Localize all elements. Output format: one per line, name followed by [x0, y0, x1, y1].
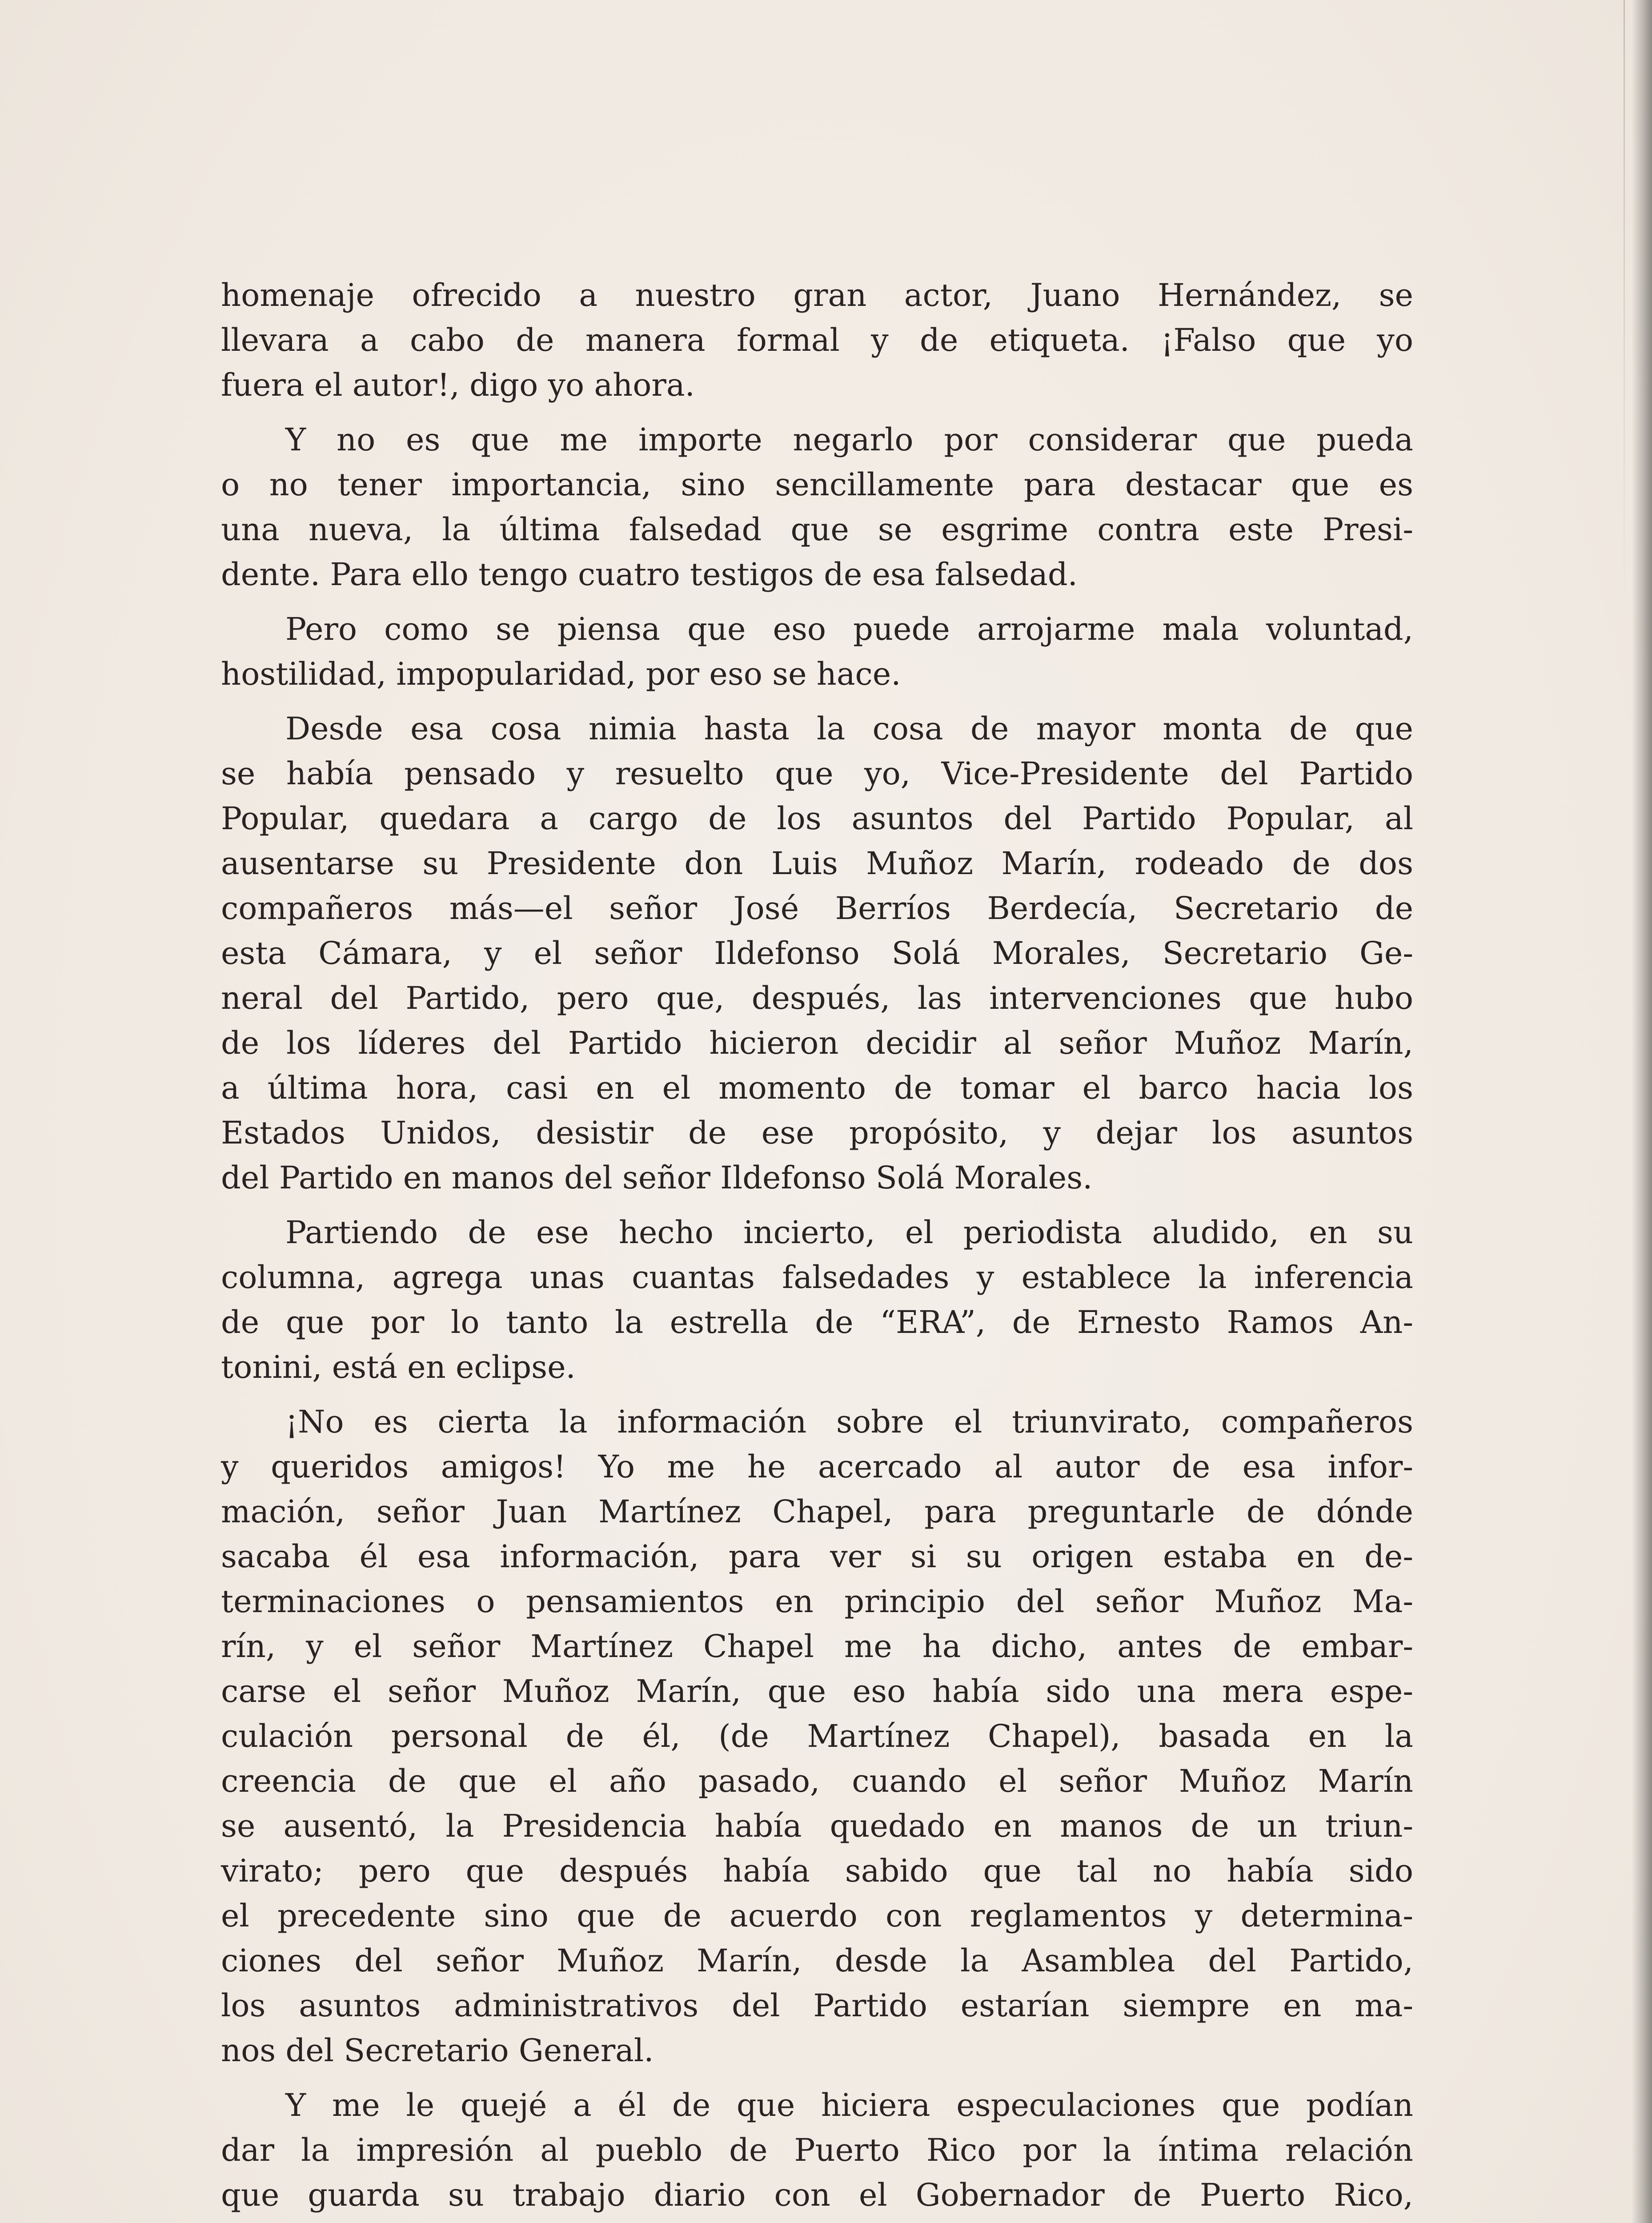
- paragraph: [221, 417, 1413, 597]
- text-line: Y no es que me importe negarlo por considerar que pueda: [285, 421, 1413, 458]
- body-text: [221, 273, 1413, 2218]
- text-line: tonini, está en eclipse.: [221, 1349, 576, 1385]
- text-line: sacaba él esa información, para ver si su origen estaba en de-: [221, 1538, 1413, 1575]
- paragraph: [221, 607, 1413, 697]
- text-line: rín, y el señor Martínez Chapel me ha dicho, antes de embar-: [221, 1628, 1413, 1665]
- text-line: a última hora, casi en el momento de tomar el barco hacia los: [221, 1070, 1413, 1106]
- text-line: nos del Secretario General.: [221, 2032, 654, 2069]
- text-line: creencia de que el año pasado, cuando el señor Muñoz Marín: [221, 1763, 1413, 1799]
- text-line: virato; pero que después había sabido que tal no había sido: [221, 1853, 1413, 1889]
- text-line: el precedente sino que de acuerdo con reglamentos y determina-: [221, 1898, 1413, 1934]
- text-line: hostilidad, impopularidad, por eso se hace.: [221, 656, 901, 692]
- text-line: Partiendo de ese hecho incierto, el periodista aludido, en su: [285, 1214, 1413, 1251]
- text-line: terminaciones o pensamientos en principio del señor Muñoz Ma-: [221, 1583, 1413, 1620]
- text-line: fuera el autor!, digo yo ahora.: [221, 367, 695, 403]
- paragraph: [221, 2083, 1413, 2218]
- text-line: mación, señor Juan Martínez Chapel, para preguntarle de dónde: [221, 1493, 1413, 1530]
- text-line: llevara a cabo de manera formal y de etiqueta. ¡Falso que yo: [221, 322, 1413, 358]
- text-line: los asuntos administrativos del Partido estarían siempre en ma-: [221, 1987, 1413, 2024]
- text-line: carse el señor Muñoz Marín, que eso había sido una mera espe-: [221, 1673, 1413, 1709]
- paragraph: [221, 273, 1413, 408]
- scan-edge-line: [1624, 0, 1625, 622]
- text-line: ciones del señor Muñoz Marín, desde la Asamblea del Partido,: [221, 1942, 1413, 1979]
- text-line: o no tener importancia, sino sencillamente para destacar que es: [221, 466, 1413, 503]
- text-line: ¡No es cierta la información sobre el triunvirato, compañeros: [285, 1404, 1413, 1440]
- text-line: homenaje ofrecido a nuestro gran actor, Juano Hernández, se: [221, 277, 1413, 313]
- scan-edge-shadow: [1632, 0, 1652, 2223]
- text-line: de los líderes del Partido hicieron decidir al señor Muñoz Marín,: [221, 1025, 1413, 1061]
- text-line: Popular, quedara a cargo de los asuntos del Partido Popular, al: [221, 800, 1413, 837]
- text-line: neral del Partido, pero que, después, las intervenciones que hubo: [221, 980, 1413, 1016]
- text-line: columna, agrega unas cuantas falsedades y establece la inferencia: [221, 1259, 1413, 1296]
- paragraph: [221, 1210, 1413, 1390]
- text-line: culación personal de él, (de Martínez Chapel), basada en la: [221, 1718, 1413, 1754]
- text-line: esta Cámara, y el señor Ildefonso Solá Morales, Secretario Ge-: [221, 935, 1413, 971]
- text-line: y queridos amigos! Yo me he acercado al autor de esa infor-: [221, 1449, 1413, 1485]
- text-line: del Partido en manos del señor Ildefonso Solá Morales.: [221, 1160, 1093, 1196]
- text-line: Desde esa cosa nimia hasta la cosa de mayor monta de que: [285, 710, 1413, 747]
- text-line: ausentarse su Presidente don Luis Muñoz Marín, rodeado de dos: [221, 845, 1413, 882]
- text-line: se ausentó, la Presidencia había quedado en manos de un triun-: [221, 1808, 1413, 1844]
- paragraph: [221, 1400, 1413, 2073]
- text-line: Estados Unidos, desistir de ese propósito, y dejar los asuntos: [221, 1115, 1413, 1151]
- text-line: una nueva, la última falsedad que se esgrime contra este Presi-: [221, 511, 1413, 548]
- text-line: Y me le quejé a él de que hiciera especulaciones que podían: [285, 2087, 1413, 2123]
- text-line: compañeros más—el señor José Berríos Berdecía, Secretario de: [221, 890, 1413, 927]
- text-line: dente. Para ello tengo cuatro testigos de esa falsedad.: [221, 556, 1078, 593]
- text-line: se había pensado y resuelto que yo, Vice-Presidente del Partido: [221, 755, 1413, 792]
- paragraph: [221, 706, 1413, 1200]
- text-line: dar la impresión al pueblo de Puerto Rico por la íntima relación: [221, 2132, 1413, 2168]
- text-line: de que por lo tanto la estrella de “ERA”, de Ernesto Ramos An-: [221, 1304, 1413, 1340]
- text-line: que guarda su trabajo diario con el Gobernador de Puerto Rico,: [221, 2177, 1413, 2213]
- text-line: Pero como se piensa que eso puede arrojarme mala voluntad,: [285, 611, 1413, 647]
